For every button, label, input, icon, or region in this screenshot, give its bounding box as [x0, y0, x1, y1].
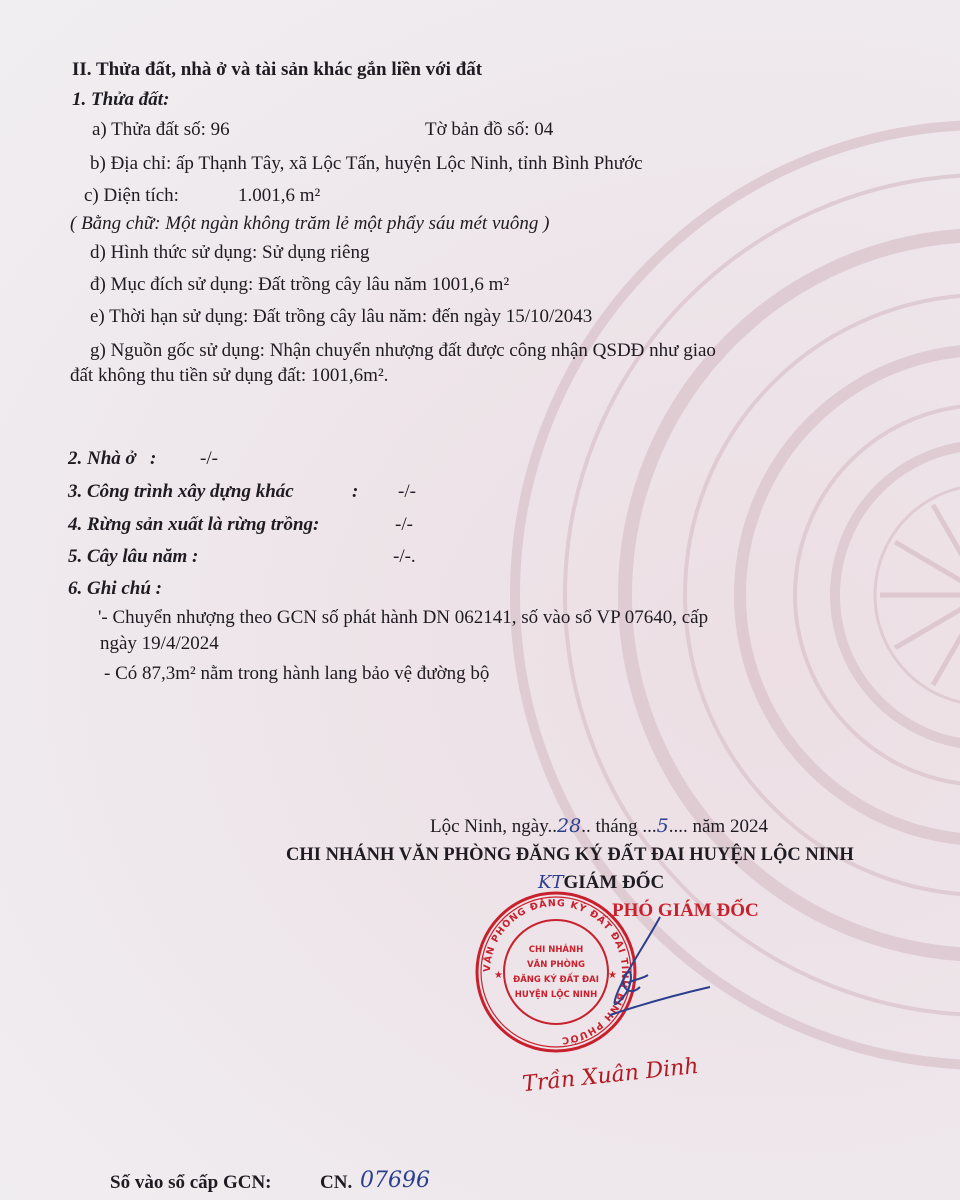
signer-name: Trần Xuân Dinh: [521, 1053, 700, 1098]
dots: ..: [547, 816, 557, 837]
section-title: II. Thửa đất, nhà ở và tài sản khác gắn liền với đất: [72, 59, 483, 80]
perennial-label: 5. Cây lâu năm :: [68, 546, 199, 567]
other-works-value: -/-: [398, 481, 416, 502]
use-origin-line1: g) Nguồn gốc sử dụng: Nhận chuyển nhượng đất được công nhận QSDĐ như giao: [90, 340, 716, 361]
use-form: d) Hình thức sử dụng: Sử dụng riêng: [90, 242, 370, 263]
dots: ...: [637, 816, 657, 837]
stamp-line: VĂN PHÒNG: [527, 960, 585, 970]
kt-handwritten: KT: [538, 872, 564, 893]
use-origin-line2: đất không thu tiền sử dụng đất: 1001,6m².: [70, 365, 389, 386]
dots: ....: [668, 816, 693, 837]
area-value: 1.001,6 m²: [238, 185, 321, 206]
gcn-register-prefix: CN.: [320, 1172, 353, 1193]
signing-day: 28: [557, 815, 582, 837]
signing-place: Lộc Ninh, ngày: [430, 816, 548, 837]
use-term: e) Thời hạn sử dụng: Đất trồng cây lâu năm: đến ngày 15/10/2043: [90, 306, 593, 327]
area-in-words: ( Bằng chữ: Một ngàn không trăm lẻ một phẩy sáu mét vuông ): [70, 213, 550, 234]
note-line1: '- Chuyển nhượng theo GCN số phát hành DN 062141, số vào sổ VP 07640, cấp: [98, 607, 709, 628]
notes-heading: 6. Ghi chú :: [68, 578, 162, 599]
map-sheet-number: Tờ bản đồ số: 04: [425, 119, 554, 140]
area-label: c) Diện tích:: [84, 185, 179, 206]
director-label: GIÁM ĐỐC: [563, 872, 665, 893]
stamp-star-icon: ★: [494, 970, 503, 981]
stamp-line: CHI NHÁNH: [528, 945, 584, 955]
stamp-line: ĐĂNG KÝ ĐẤT ĐAI: [513, 975, 599, 985]
month-label: tháng: [595, 816, 638, 837]
note-line2: ngày 19/4/2024: [100, 633, 219, 654]
dots: ..: [581, 816, 596, 837]
signing-year: năm 2024: [692, 816, 768, 837]
stamp-line: HUYỆN LỘC NINH: [514, 990, 598, 1000]
issuing-agency: CHI NHÁNH VĂN PHÒNG ĐĂNG KÝ ĐẤT ĐAI HUYỆN LỘC NINH: [286, 845, 854, 865]
forest-label: 4. Rừng sản xuất là rừng trồng:: [68, 514, 320, 535]
house-separator: :: [150, 448, 157, 469]
house-value: -/-: [200, 448, 218, 469]
deputy-director-title: PHÓ GIÁM ĐỐC: [612, 900, 759, 921]
signing-month: 5: [656, 815, 669, 837]
house-label: 2. Nhà ở: [68, 448, 136, 469]
stamp-star-icon: ★: [608, 970, 617, 981]
gcn-register-number: 07696: [360, 1168, 430, 1193]
use-purpose: đ) Mục đích sử dụng: Đất trồng cây lâu năm 1001,6 m²: [90, 274, 510, 295]
plot-number: a) Thửa đất số: 96: [92, 119, 230, 140]
stamp-ring-text: VĂN PHÒNG ĐĂNG KÝ ĐẤT ĐAI TỈNH BÌNH PHƯỚC: [481, 897, 631, 1046]
other-works-separator: :: [352, 481, 359, 502]
forest-value: -/-: [395, 514, 413, 535]
perennial-value: -/-.: [393, 546, 416, 567]
signing-place-date: [430, 814, 768, 839]
handwritten-signature-icon: [590, 905, 720, 1035]
other-works-label: 3. Công trình xây dựng khác: [68, 481, 294, 502]
land-heading: 1. Thửa đất:: [72, 89, 170, 110]
land-address: b) Địa chỉ: ấp Thạnh Tây, xã Lộc Tấn, huyện Lộc Ninh, tỉnh Bình Phước: [90, 153, 643, 174]
gcn-register-label: Số vào sổ cấp GCN:: [110, 1172, 272, 1193]
note-line3: - Có 87,3m² nằm trong hành lang bảo vệ đường bộ: [104, 663, 490, 684]
